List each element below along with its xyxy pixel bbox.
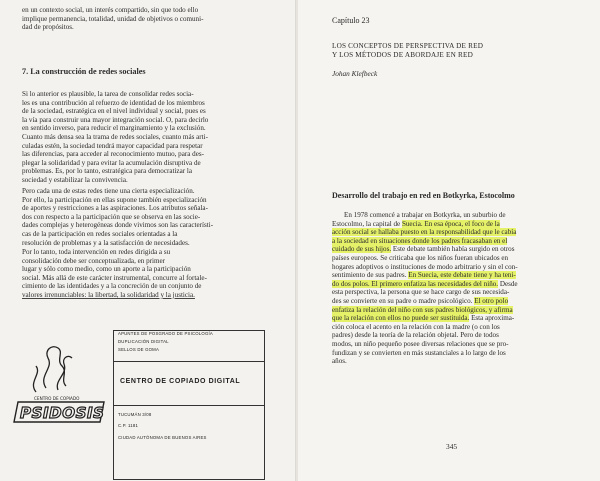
body-line xyxy=(332,245,586,254)
stamp-row: TUCUMÁN 3/08 xyxy=(114,405,264,418)
text-line: en sentido inverso, para reducir el marginamiento y la exclusión. xyxy=(22,124,206,133)
chapter-label: Capítulo 23 xyxy=(332,16,370,25)
text-line: sociedad y estabilizar la convivencia. xyxy=(22,175,128,184)
body-text-segment: Estocolmo, la capital de xyxy=(332,219,402,228)
text-line: resolución de problemas y a la satisfacción de necesidades. xyxy=(22,238,190,247)
body-line xyxy=(332,349,586,358)
body-line xyxy=(332,331,586,340)
right-page xyxy=(298,0,600,481)
text-line: dades complejas y heterogéneas donde vivimos son las característi- xyxy=(22,221,214,230)
body-text-segment: Esta aproxima- xyxy=(469,314,515,323)
stamp-row: SELLOS DE GOMA xyxy=(118,347,160,352)
body-line xyxy=(332,211,586,220)
text-line: valores irrenunciables: la libertad, la solidaridad y la justicia. xyxy=(22,290,195,299)
stamp-row: CIUDAD AUTÓNOMA DE BUENOS AIRES xyxy=(118,435,207,440)
body-text-segment: padres) desde la teoría de la relación objetal. Pero de todos xyxy=(332,331,499,340)
logo-text: PSIDOSIS xyxy=(20,404,105,422)
section-heading: 7. La construcción de redes sociales xyxy=(22,67,146,76)
body-text-segment: fundizan y se convierten en más sustanciales a lo largo de los xyxy=(332,348,506,357)
paragraph-2 xyxy=(22,187,272,247)
stamp-row-title: CENTRO DE COPIADO DIGITAL xyxy=(114,361,264,405)
body-text-segment: modos, un niño pequeño posee diversas relaciones que se pro- xyxy=(332,339,509,348)
body-text-segment: esta perspectiva, la persona que se hace cargo de sus necesida- xyxy=(332,288,510,297)
text-line: Por lo tanto, toda intervención en redes dirigida a su xyxy=(22,248,171,256)
body-line xyxy=(332,263,586,272)
text-line: dad de propósitos. xyxy=(22,23,74,32)
logo-small-text: CENTRO DE COPIADO xyxy=(34,396,80,401)
body-line xyxy=(332,280,586,289)
body-line xyxy=(332,323,586,332)
body-line xyxy=(332,228,586,237)
chapter-title-line: Y LOS MÉTODOS DE ABORDAJE EN RED xyxy=(332,51,473,59)
highlighted-text: El otro polo xyxy=(474,296,509,305)
body-line xyxy=(332,237,586,246)
body-line xyxy=(332,297,586,306)
chapter-title xyxy=(332,42,483,60)
rubber-stamp xyxy=(113,330,265,480)
body-text-segment: sentimiento de sus padres. xyxy=(332,271,409,280)
body-line xyxy=(332,220,586,229)
paragraph-1 xyxy=(22,90,272,185)
text-line: Cuanto más densa sea la trama de redes sociales, cuanto más arti- xyxy=(22,132,208,141)
text-line: de la sociedad, estratégica en el nivel individual y social, pues es xyxy=(22,107,206,116)
highlighted-text: cuidado de sus hijos. xyxy=(332,245,392,254)
body-text-segment: años. xyxy=(332,357,347,366)
text-line: de aportes y restricciones a las aspiraciones. Los atributos señala- xyxy=(22,204,208,213)
body-line xyxy=(332,357,586,366)
highlighted-text: acción social se hallaba puesto en la responsabilidad que le cabía xyxy=(332,228,517,237)
highlighted-text: que la relación con ellos no puede ser sustituida. xyxy=(332,314,470,323)
stamp-row: C.P. 1181 xyxy=(118,423,139,428)
page-number: 345 xyxy=(446,442,458,451)
highlighted-text: do dos polos. El primero enfatiza las necesidades del niño. xyxy=(332,279,499,288)
text-line: la vía para construir una mayor integración social. O, para decirlo xyxy=(22,115,209,124)
text-line: Si lo anterior es plausible, la tarea de consolidar redes socia- xyxy=(22,90,194,98)
text-line: las diferencias, para acceder al reconocimiento mutuo, para des- xyxy=(22,150,204,159)
text-line: cimiento de las identidades y a la concreción de un conjunto de xyxy=(22,282,202,291)
body-text xyxy=(332,211,586,366)
body-line xyxy=(332,254,586,263)
text-line: social. Más allá de este carácter instrumental, concurre al fortale- xyxy=(22,273,207,282)
body-text-segment: ción coloca el acento en la relación con la madre (o con los xyxy=(332,322,500,331)
highlighted-text: a la sociedad en situaciones donde los padres fracasaban en el xyxy=(332,236,508,245)
stamp-row: APUNTES DE POSGRADO DE PSICOLOGÍA xyxy=(118,331,213,336)
highlighted-text: Suecia. En esa época, el foco de la xyxy=(401,219,500,228)
body-text-segment: Este debate también había surgido en otros xyxy=(391,245,515,254)
body-line xyxy=(332,306,586,315)
body-line xyxy=(332,271,586,280)
body-line xyxy=(332,340,586,349)
body-line xyxy=(332,314,586,323)
text-line: dos con respecto a la participación que se observa en las socie- xyxy=(22,212,201,221)
text-line: plegar la solidaridad y para evitar la acumulación disruptiva de xyxy=(22,158,201,167)
text-line: implique permanencia, totalidad, unidad de objetivos o comuni- xyxy=(22,14,204,23)
text-line: Por ello, la participación en ellas supone también especialización xyxy=(22,195,207,204)
text-line: en un contexto social, un interés compartido, sin que todo ello xyxy=(22,6,199,14)
paragraph-3 xyxy=(22,248,272,300)
copy-center-logo xyxy=(8,330,114,460)
text-line: consolidación debe ser conceptualizada, en primer xyxy=(22,256,165,265)
author-name: Johan Klefbeck xyxy=(332,69,378,78)
body-text-segment: países europeos. Se criticaba que los niños fueran ubicados en xyxy=(332,253,509,262)
intro-paragraph xyxy=(22,6,272,32)
body-text-segment: des se convierte en su padre o madre psicológico. xyxy=(332,296,475,305)
body-text-segment: Desde xyxy=(498,279,518,288)
text-line: problemas. Es, por lo tanto, estratégica para democratizar la xyxy=(22,167,192,176)
subheading: Desarrollo del trabajo en red en Botkyrka, Estocolmo xyxy=(332,191,515,200)
stamp-row: DUPLICACIÓN DIGITAL xyxy=(118,339,169,344)
text-line: culadas estén, la sociedad tendrá mayor capacidad para respetar xyxy=(22,141,203,150)
text-line: cas de la participación en redes sociales orientadas a la xyxy=(22,229,178,238)
highlighted-text: En Suecia, este debate tiene y ha teni- xyxy=(408,271,516,280)
highlighted-text: enfatiza la relación del niño con sus padres biológicos, y afirma xyxy=(332,305,513,314)
body-text-segment: hogares adoptivos o instituciones de modo arbitrario y sin el con- xyxy=(332,262,518,271)
chapter-title-line: LOS CONCEPTOS DE PERSPECTIVA DE RED xyxy=(332,42,484,50)
text-line: Pero cada una de estas redes tiene una cierta especialización. xyxy=(22,187,195,195)
text-line: les es una contribución al refuerzo de identidad de los miembros xyxy=(22,98,205,107)
body-line xyxy=(332,288,586,297)
text-line: lugar y sólo como medio, como un aporte a la participación xyxy=(22,265,191,274)
body-text-segment: En 1978 comencé a trabajar en Botkyrka, un suburbio de xyxy=(344,211,506,219)
